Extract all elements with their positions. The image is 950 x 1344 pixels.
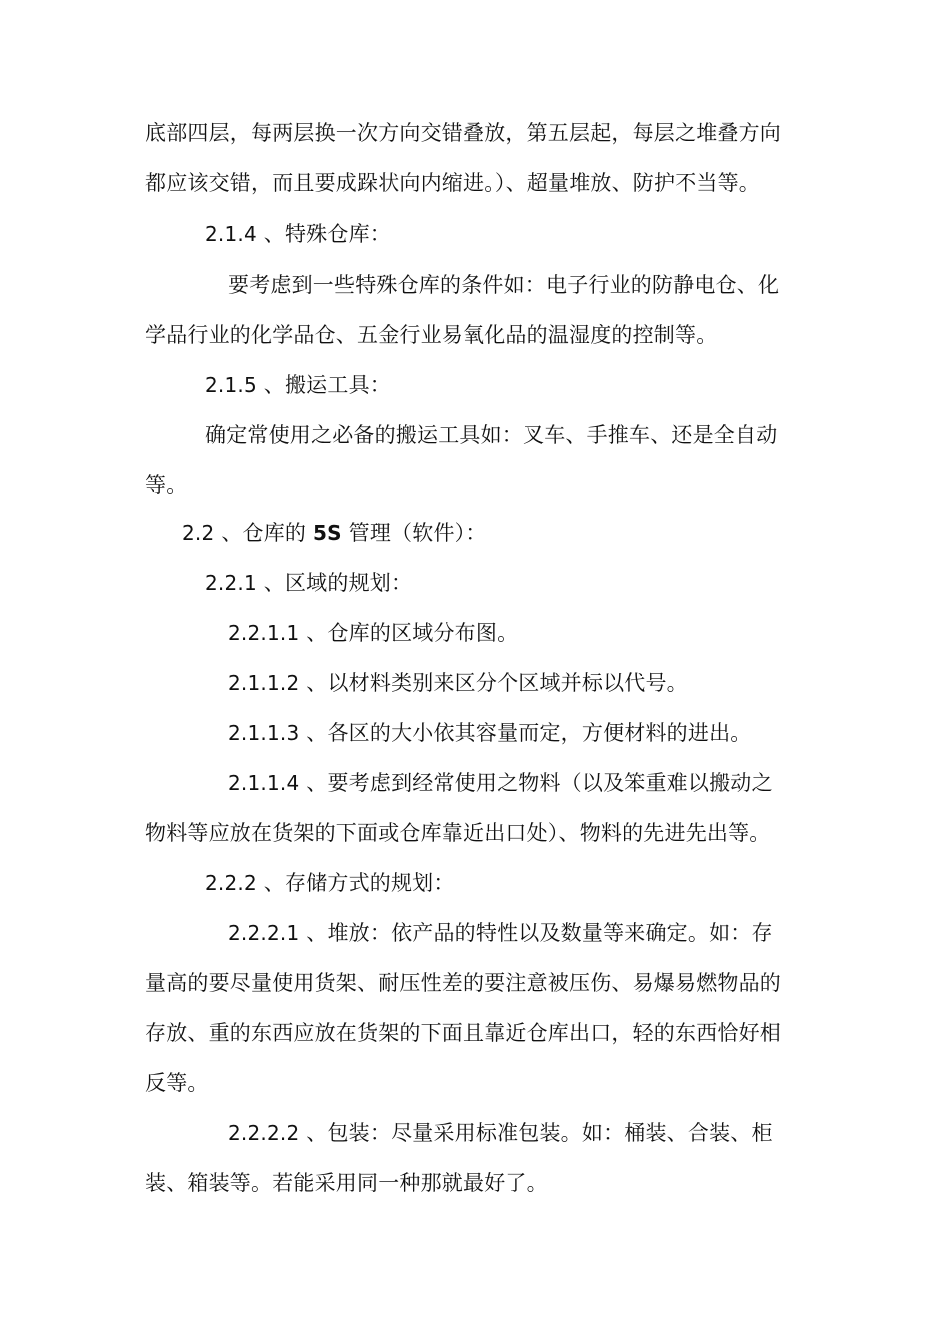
list-item (228, 1118, 773, 1148)
section-number: 2.2.2 (205, 871, 257, 895)
section-heading (205, 370, 391, 400)
section-title: 、搬运工具： (263, 373, 391, 397)
text-line (145, 1068, 209, 1098)
text-line (145, 118, 781, 148)
line-text: 学品行业的化学品仓、五金行业易氧化品的温湿度的控制等。 (145, 323, 718, 347)
list-item (228, 718, 751, 748)
item-text: 、仓库的区域分布图。 (306, 621, 519, 645)
list-item (228, 768, 773, 798)
section-heading (205, 868, 455, 898)
section-heading (182, 518, 487, 548)
text-line (145, 320, 717, 350)
item-text: 、堆放：依产品的特性以及数量等来确定。如：存 (306, 921, 773, 945)
item-text: 、包装：尽量采用标准包装。如：桶装、合装、柜 (306, 1121, 773, 1145)
item-number: 2.1.1.4 (228, 771, 300, 795)
section-number: 2.2.1 (205, 571, 257, 595)
section-title: 、存储方式的规划： (263, 871, 455, 895)
text-line (145, 1168, 548, 1198)
item-text: 、要考虑到经常使用之物料（以及笨重难以搬动之 (306, 771, 773, 795)
item-number: 2.2.2.2 (228, 1121, 300, 1145)
section-number: 2.2 (182, 521, 215, 545)
text-line (145, 968, 781, 998)
section-title: 、区域的规划： (263, 571, 413, 595)
line-text: 都应该交错，而且要成跺状向内缩进。）、超量堆放、防护不当等。 (145, 171, 760, 195)
line-text: 反等。 (145, 1071, 209, 1095)
text-line (205, 420, 777, 450)
item-text: 、以材料类别来区分个区域并标以代号。 (306, 671, 688, 695)
line-text: 量高的要尽量使用货架、耐压性差的要注意被压伤、易爆易燃物品的 (145, 971, 781, 995)
list-item (228, 918, 773, 948)
text-line (145, 168, 760, 198)
section-heading (205, 219, 391, 249)
line-text: 等。 (145, 473, 188, 497)
line-text: 底部四层，每两层换一次方向交错叠放，第五层起，每层之堆叠方向 (145, 121, 781, 145)
section-title-bold: 5S (313, 521, 342, 545)
list-item (228, 668, 688, 698)
item-number: 2.1.1.2 (228, 671, 300, 695)
line-text: 存放、重的东西应放在货架的下面且靠近仓库出口，轻的东西恰好相 (145, 1021, 781, 1045)
text-line (145, 470, 187, 500)
item-number: 2.2.1.1 (228, 621, 300, 645)
section-title: 、仓库的 (221, 521, 307, 545)
line-text: 物料等应放在货架的下面或仓库靠近出口处）、物料的先进先出等。 (145, 821, 771, 845)
text-line (145, 818, 771, 848)
item-text: 、各区的大小依其容量而定，方便材料的进出。 (306, 721, 752, 745)
section-title: 、特殊仓库： (263, 222, 391, 246)
line-text: 要考虑到一些特殊仓库的条件如：电子行业的防静电仓、化 (228, 273, 780, 297)
text-line (145, 1018, 781, 1048)
line-text: 确定常使用之必备的搬运工具如：叉车、手推车、还是全自动 (205, 423, 778, 447)
section-heading (205, 568, 412, 598)
list-item (228, 618, 518, 648)
line-text: 装、箱装等。若能采用同一种那就最好了。 (145, 1171, 548, 1195)
section-title-suffix: 管理（软件）： (348, 521, 487, 545)
section-number: 2.1.4 (205, 222, 257, 246)
text-line (228, 270, 779, 300)
section-number: 2.1.5 (205, 373, 257, 397)
item-number: 2.2.2.1 (228, 921, 300, 945)
item-number: 2.1.1.3 (228, 721, 300, 745)
